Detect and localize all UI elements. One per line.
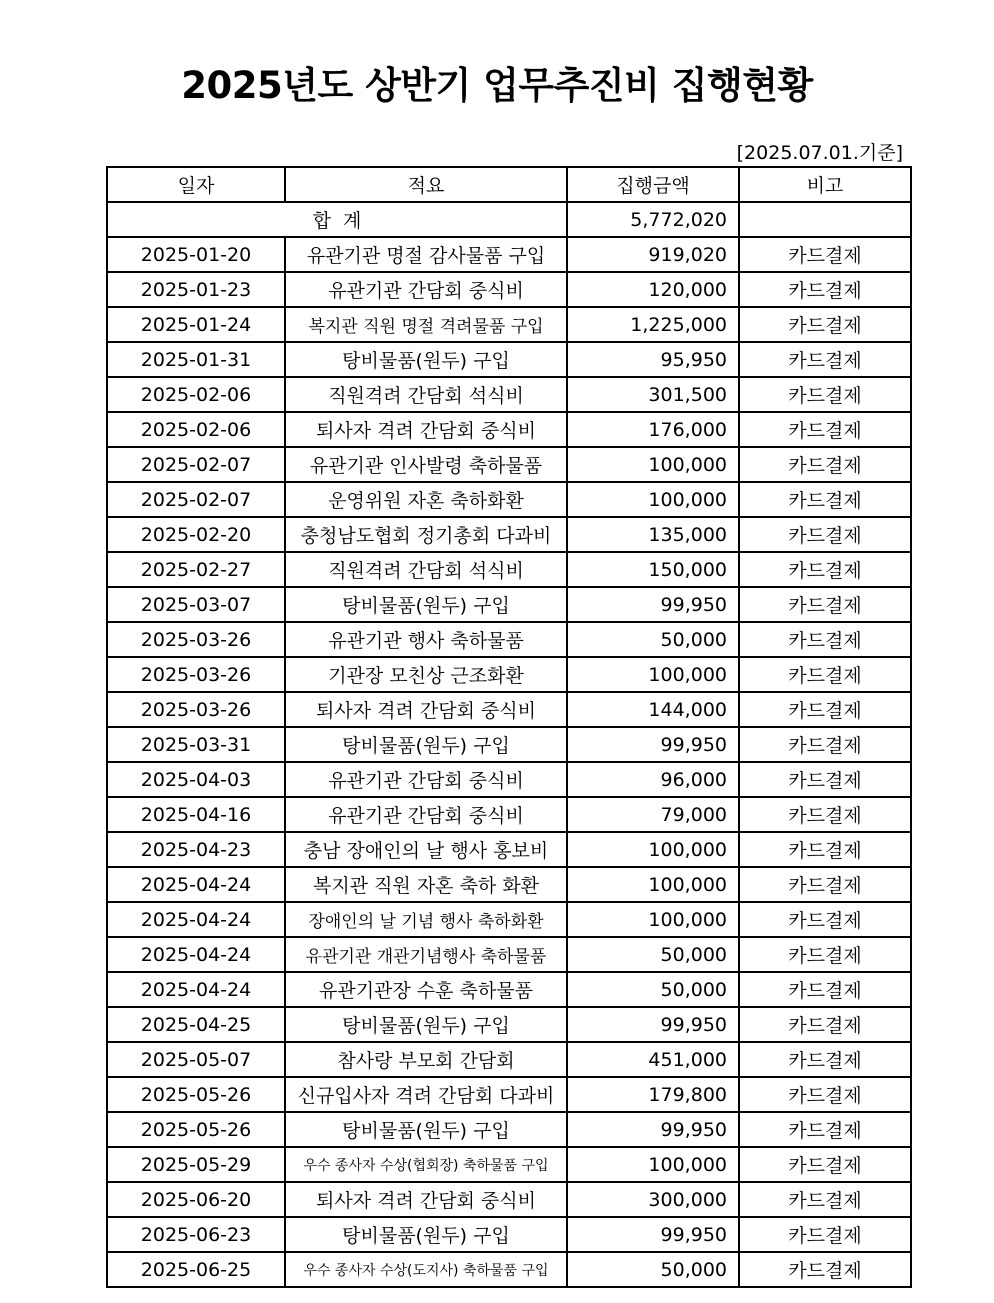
row-description: 참사랑 부모회 간담회 bbox=[285, 1042, 567, 1077]
table-row bbox=[107, 1182, 911, 1217]
row-description: 유관기관 간담회 중식비 bbox=[285, 797, 567, 832]
row-date: 2025-03-07 bbox=[107, 587, 285, 622]
page-title: 2025년도 상반기 업무추진비 집행현황 bbox=[181, 64, 813, 107]
row-note: 카드결제 bbox=[739, 1217, 911, 1252]
row-description: 퇴사자 격려 간담회 중식비 bbox=[285, 412, 567, 447]
table-row bbox=[107, 552, 911, 587]
row-note: 카드결제 bbox=[739, 797, 911, 832]
row-amount: 95,950 bbox=[567, 342, 739, 377]
row-note: 카드결제 bbox=[739, 1042, 911, 1077]
column-header-description: 적요 bbox=[285, 167, 567, 202]
table-row bbox=[107, 1042, 911, 1077]
row-note: 카드결제 bbox=[739, 1182, 911, 1217]
table-row bbox=[107, 447, 911, 482]
row-description: 퇴사자 격려 간담회 중식비 bbox=[285, 1182, 567, 1217]
row-amount: 50,000 bbox=[567, 622, 739, 657]
row-date: 2025-01-31 bbox=[107, 342, 285, 377]
table-row bbox=[107, 902, 911, 937]
row-description: 직원격려 간담회 석식비 bbox=[285, 552, 567, 587]
table-row bbox=[107, 272, 911, 307]
row-date: 2025-04-23 bbox=[107, 832, 285, 867]
row-description: 기관장 모친상 근조화환 bbox=[285, 657, 567, 692]
table-row bbox=[107, 1252, 911, 1287]
row-date: 2025-02-06 bbox=[107, 412, 285, 447]
row-date: 2025-03-26 bbox=[107, 692, 285, 727]
row-note: 카드결제 bbox=[739, 237, 911, 272]
row-description: 유관기관장 수훈 축하물품 bbox=[285, 972, 567, 1007]
table-row bbox=[107, 657, 911, 692]
row-date: 2025-04-24 bbox=[107, 867, 285, 902]
table-row bbox=[107, 412, 911, 447]
table-row bbox=[107, 727, 911, 762]
table-row bbox=[107, 342, 911, 377]
row-date: 2025-03-26 bbox=[107, 622, 285, 657]
row-amount: 144,000 bbox=[567, 692, 739, 727]
row-date: 2025-04-24 bbox=[107, 972, 285, 1007]
table-row bbox=[107, 937, 911, 972]
row-note: 카드결제 bbox=[739, 657, 911, 692]
basis-date: [2025.07.01.기준] bbox=[736, 142, 903, 164]
total-row bbox=[107, 202, 911, 237]
row-amount: 176,000 bbox=[567, 412, 739, 447]
row-date: 2025-05-26 bbox=[107, 1112, 285, 1147]
row-description: 복지관 직원 명절 격려물품 구입 bbox=[285, 307, 567, 342]
row-amount: 100,000 bbox=[567, 447, 739, 482]
row-note: 카드결제 bbox=[739, 832, 911, 867]
row-date: 2025-02-20 bbox=[107, 517, 285, 552]
row-description: 유관기관 인사발령 축하물품 bbox=[285, 447, 567, 482]
row-date: 2025-01-23 bbox=[107, 272, 285, 307]
row-description: 유관기관 간담회 중식비 bbox=[285, 762, 567, 797]
table-row bbox=[107, 1147, 911, 1182]
row-amount: 50,000 bbox=[567, 937, 739, 972]
row-date: 2025-01-24 bbox=[107, 307, 285, 342]
row-note: 카드결제 bbox=[739, 937, 911, 972]
row-description: 탕비물품(원두) 구입 bbox=[285, 1217, 567, 1252]
row-note: 카드결제 bbox=[739, 307, 911, 342]
row-note: 카드결제 bbox=[739, 342, 911, 377]
row-amount: 100,000 bbox=[567, 867, 739, 902]
row-description: 유관기관 명절 감사물품 구입 bbox=[285, 237, 567, 272]
table-row bbox=[107, 307, 911, 342]
table-row bbox=[107, 832, 911, 867]
row-date: 2025-06-23 bbox=[107, 1217, 285, 1252]
row-note: 카드결제 bbox=[739, 552, 911, 587]
row-description: 직원격려 간담회 석식비 bbox=[285, 377, 567, 412]
table-row bbox=[107, 972, 911, 1007]
row-amount: 100,000 bbox=[567, 832, 739, 867]
table-row bbox=[107, 797, 911, 832]
row-description: 우수 종사자 수상(협회장) 축하물품 구입 bbox=[285, 1147, 567, 1182]
total-amount: 5,772,020 bbox=[567, 202, 739, 237]
row-amount: 179,800 bbox=[567, 1077, 739, 1112]
row-amount: 100,000 bbox=[567, 1147, 739, 1182]
row-date: 2025-04-24 bbox=[107, 937, 285, 972]
row-amount: 99,950 bbox=[567, 1007, 739, 1042]
row-note: 카드결제 bbox=[739, 377, 911, 412]
row-amount: 79,000 bbox=[567, 797, 739, 832]
row-date: 2025-06-20 bbox=[107, 1182, 285, 1217]
row-date: 2025-02-06 bbox=[107, 377, 285, 412]
column-header-note: 비고 bbox=[739, 167, 911, 202]
row-note: 카드결제 bbox=[739, 447, 911, 482]
table-row bbox=[107, 517, 911, 552]
row-amount: 135,000 bbox=[567, 517, 739, 552]
total-label: 합 계 bbox=[107, 202, 567, 237]
row-note: 카드결제 bbox=[739, 972, 911, 1007]
row-date: 2025-04-16 bbox=[107, 797, 285, 832]
row-note: 카드결제 bbox=[739, 272, 911, 307]
row-amount: 919,020 bbox=[567, 237, 739, 272]
row-note: 카드결제 bbox=[739, 762, 911, 797]
table-row bbox=[107, 237, 911, 272]
row-amount: 50,000 bbox=[567, 972, 739, 1007]
table-header-row bbox=[107, 167, 911, 202]
table-row bbox=[107, 867, 911, 902]
table-row bbox=[107, 762, 911, 797]
row-description: 충청남도협회 정기총회 다과비 bbox=[285, 517, 567, 552]
table-row bbox=[107, 622, 911, 657]
total-note bbox=[739, 202, 911, 237]
row-description: 운영위원 자혼 축하화환 bbox=[285, 482, 567, 517]
row-description: 탕비물품(원두) 구입 bbox=[285, 342, 567, 377]
table-row bbox=[107, 377, 911, 412]
row-amount: 99,950 bbox=[567, 727, 739, 762]
row-date: 2025-05-07 bbox=[107, 1042, 285, 1077]
table-row bbox=[107, 1007, 911, 1042]
row-date: 2025-01-20 bbox=[107, 237, 285, 272]
row-amount: 50,000 bbox=[567, 1252, 739, 1287]
table-row bbox=[107, 692, 911, 727]
row-description: 퇴사자 격려 간담회 중식비 bbox=[285, 692, 567, 727]
row-amount: 120,000 bbox=[567, 272, 739, 307]
row-date: 2025-02-27 bbox=[107, 552, 285, 587]
row-date: 2025-05-29 bbox=[107, 1147, 285, 1182]
row-note: 카드결제 bbox=[739, 412, 911, 447]
row-note: 카드결제 bbox=[739, 1147, 911, 1182]
row-note: 카드결제 bbox=[739, 517, 911, 552]
table-row bbox=[107, 1077, 911, 1112]
row-note: 카드결제 bbox=[739, 1077, 911, 1112]
column-header-date: 일자 bbox=[107, 167, 285, 202]
row-note: 카드결제 bbox=[739, 1112, 911, 1147]
row-date: 2025-04-25 bbox=[107, 1007, 285, 1042]
row-description: 유관기관 개관기념행사 축하물품 bbox=[285, 937, 567, 972]
row-amount: 99,950 bbox=[567, 1217, 739, 1252]
row-amount: 301,500 bbox=[567, 377, 739, 412]
row-date: 2025-04-24 bbox=[107, 902, 285, 937]
row-description: 유관기관 행사 축하물품 bbox=[285, 622, 567, 657]
row-description: 유관기관 간담회 중식비 bbox=[285, 272, 567, 307]
row-note: 카드결제 bbox=[739, 692, 911, 727]
table-row bbox=[107, 1112, 911, 1147]
row-description: 탕비물품(원두) 구입 bbox=[285, 1112, 567, 1147]
row-note: 카드결제 bbox=[739, 587, 911, 622]
row-description: 탕비물품(원두) 구입 bbox=[285, 587, 567, 622]
row-note: 카드결제 bbox=[739, 727, 911, 762]
column-header-amount: 집행금액 bbox=[567, 167, 739, 202]
row-description: 장애인의 날 기념 행사 축하화환 bbox=[285, 902, 567, 937]
expense-table bbox=[106, 166, 912, 1288]
row-date: 2025-02-07 bbox=[107, 482, 285, 517]
row-note: 카드결제 bbox=[739, 902, 911, 937]
row-note: 카드결제 bbox=[739, 482, 911, 517]
row-note: 카드결제 bbox=[739, 622, 911, 657]
row-date: 2025-03-26 bbox=[107, 657, 285, 692]
row-description: 탕비물품(원두) 구입 bbox=[285, 727, 567, 762]
row-note: 카드결제 bbox=[739, 1007, 911, 1042]
row-description: 우수 종사자 수상(도지사) 축하물품 구입 bbox=[285, 1252, 567, 1287]
row-description: 복지관 직원 자혼 축하 화환 bbox=[285, 867, 567, 902]
row-note: 카드결제 bbox=[739, 867, 911, 902]
row-amount: 99,950 bbox=[567, 587, 739, 622]
row-amount: 96,000 bbox=[567, 762, 739, 797]
row-amount: 99,950 bbox=[567, 1112, 739, 1147]
table-row bbox=[107, 482, 911, 517]
table-row bbox=[107, 587, 911, 622]
row-note: 카드결제 bbox=[739, 1252, 911, 1287]
row-description: 충남 장애인의 날 행사 홍보비 bbox=[285, 832, 567, 867]
table-row bbox=[107, 1217, 911, 1252]
row-amount: 100,000 bbox=[567, 902, 739, 937]
row-amount: 100,000 bbox=[567, 482, 739, 517]
row-description: 탕비물품(원두) 구입 bbox=[285, 1007, 567, 1042]
row-amount: 150,000 bbox=[567, 552, 739, 587]
row-amount: 1,225,000 bbox=[567, 307, 739, 342]
row-date: 2025-06-25 bbox=[107, 1252, 285, 1287]
row-date: 2025-02-07 bbox=[107, 447, 285, 482]
row-amount: 300,000 bbox=[567, 1182, 739, 1217]
row-date: 2025-03-31 bbox=[107, 727, 285, 762]
row-amount: 100,000 bbox=[567, 657, 739, 692]
row-date: 2025-04-03 bbox=[107, 762, 285, 797]
row-amount: 451,000 bbox=[567, 1042, 739, 1077]
row-date: 2025-05-26 bbox=[107, 1077, 285, 1112]
row-description: 신규입사자 격려 간담회 다과비 bbox=[285, 1077, 567, 1112]
